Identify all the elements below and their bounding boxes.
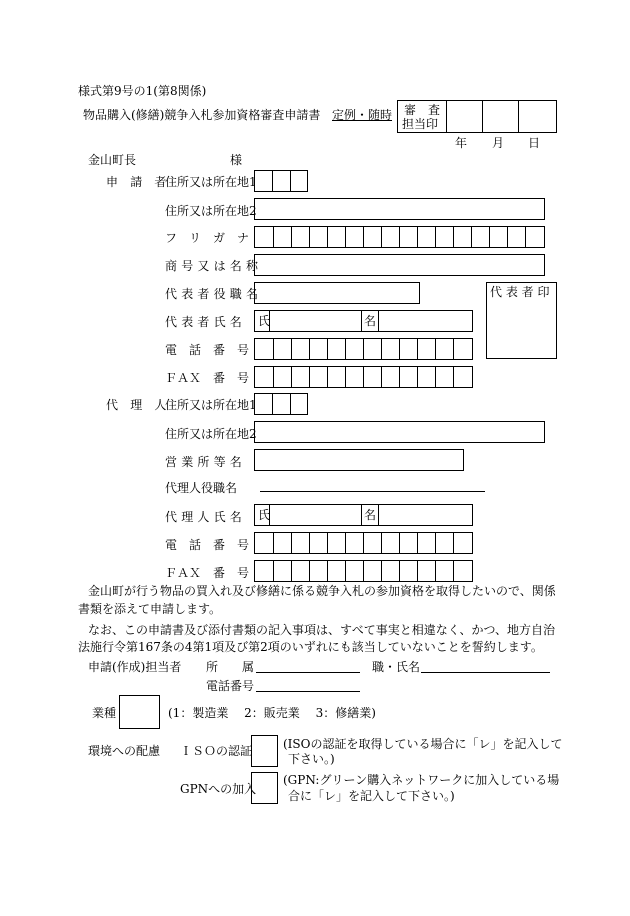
agent-address1-label: 住所又は所在地1: [165, 398, 257, 412]
honorific: 様: [230, 153, 243, 167]
agent-office-label: 営業所等名: [165, 455, 247, 469]
industry-options: (1：製造業 2：販売業 3：修繕業): [168, 706, 376, 720]
agent-given-name-prefix: 名: [364, 508, 377, 522]
contact-person-label: 申請(作成)担当者: [88, 660, 182, 674]
reviewer-seal-label: 担当印: [402, 117, 439, 131]
surname-prefix: 氏: [258, 314, 271, 328]
agent-phone-boxes[interactable]: [254, 532, 473, 554]
form-number: 様式第9号の1(第8関係): [78, 84, 207, 98]
applicant-fax-boxes[interactable]: [254, 366, 473, 388]
contact-phone-underline[interactable]: [256, 691, 360, 692]
agent-title-label: 代理人役職名: [165, 481, 238, 495]
iso-label: ＩＳＯの認証: [180, 744, 253, 758]
date-year: 年: [455, 136, 468, 150]
declaration-line-2: 書類を添えて申請します。: [78, 602, 222, 616]
date-day: 日: [528, 136, 541, 150]
environment-label: 環境への配慮: [88, 744, 161, 758]
applicant-address1-label: 住所又は所在地1: [165, 175, 257, 189]
schedule-type: 定例・随時: [332, 108, 393, 122]
declaration-line-1: 金山町が行う物品の買入れ及び修繕に係る競争入札の参加資格を取得したいので、関係: [88, 584, 556, 598]
agent-address-field[interactable]: [254, 421, 545, 443]
review-stamp-table: [397, 100, 557, 133]
contact-title-name-underline[interactable]: [421, 672, 550, 673]
industry-code-box[interactable]: [119, 695, 160, 729]
agent-name-label: 代理人氏名: [165, 510, 247, 524]
contact-dept-underline[interactable]: [256, 672, 360, 673]
contact-dept-label: 所 属: [206, 660, 255, 674]
addressee: 金山町長: [88, 153, 137, 167]
agent-office-field[interactable]: [254, 449, 464, 471]
agent-address2-label: 住所又は所在地2: [165, 427, 257, 441]
declaration-line-3: なお、この申請書及び添付書類の記入事項は、すべて事実と相違なく、かつ、地方自治: [88, 623, 556, 637]
applicant-phone-boxes[interactable]: [254, 338, 473, 360]
agent-name-field[interactable]: [254, 504, 473, 526]
applicant-furigana-label: フ リ ガ ナ: [165, 231, 250, 245]
agent-title-underline[interactable]: [260, 491, 485, 492]
agent-postal-code-boxes[interactable]: [254, 393, 308, 415]
representative-seal-box: [486, 282, 557, 359]
given-name-prefix: 名: [364, 314, 377, 328]
applicant-furigana-boxes[interactable]: [254, 226, 545, 248]
iso-note-line-2: 下さい。): [288, 752, 335, 766]
gpn-note-line-1: (GPN:グリーン購入ネットワークに加入している場: [283, 773, 560, 787]
applicant-rep-title-field[interactable]: [254, 282, 420, 304]
applicant-address2-label: 住所又は所在地2: [165, 204, 257, 218]
contact-phone-label: 電話番号: [206, 679, 255, 693]
applicant-rep-name-field[interactable]: [254, 310, 473, 332]
gpn-note-line-2: 合に「レ」を記入して下さい。): [288, 789, 455, 803]
iso-note-line-1: (ISOの認証を取得している場合に「レ」を記入して: [283, 737, 563, 751]
agent-phone-label: 電 話 番 号: [165, 538, 250, 552]
gpn-checkbox[interactable]: [251, 772, 278, 804]
applicant-rep-title-label: 代表者役職名: [165, 287, 263, 301]
applicant-trade-name-field[interactable]: [254, 254, 545, 276]
date-month: 月: [492, 136, 505, 150]
industry-label: 業種: [92, 706, 117, 720]
review-label: 審 査: [404, 103, 441, 117]
applicant-address-field[interactable]: [254, 198, 545, 220]
iso-checkbox[interactable]: [251, 735, 278, 767]
agent-fax-boxes[interactable]: [254, 560, 473, 582]
applicant-phone-label: 電 話 番 号: [165, 343, 250, 357]
representative-seal-label: 代 表 者 印: [490, 285, 550, 299]
applicant-trade-name-label: 商号又は名称: [165, 259, 263, 273]
applicant-postal-code-boxes[interactable]: [254, 170, 308, 192]
agent-surname-prefix: 氏: [258, 508, 271, 522]
applicant-section-label: 申 請 者: [106, 175, 171, 189]
applicant-fax-label: ＦＡＸ 番 号: [165, 371, 250, 385]
applicant-rep-name-label: 代表者氏名: [165, 315, 247, 329]
declaration-line-4: 法施行令第167条の4第1項及び第2項のいずれにも該当していないことを誓約します。: [78, 640, 543, 654]
gpn-label: GPNへの加入: [180, 782, 257, 796]
form-title: 物品購入(修繕)競争入札参加資格審査申請書: [83, 108, 321, 122]
contact-title-name-label: 職・氏名: [372, 660, 421, 674]
agent-fax-label: ＦＡＸ 番 号: [165, 566, 250, 580]
agent-section-label: 代 理 人: [106, 398, 171, 412]
